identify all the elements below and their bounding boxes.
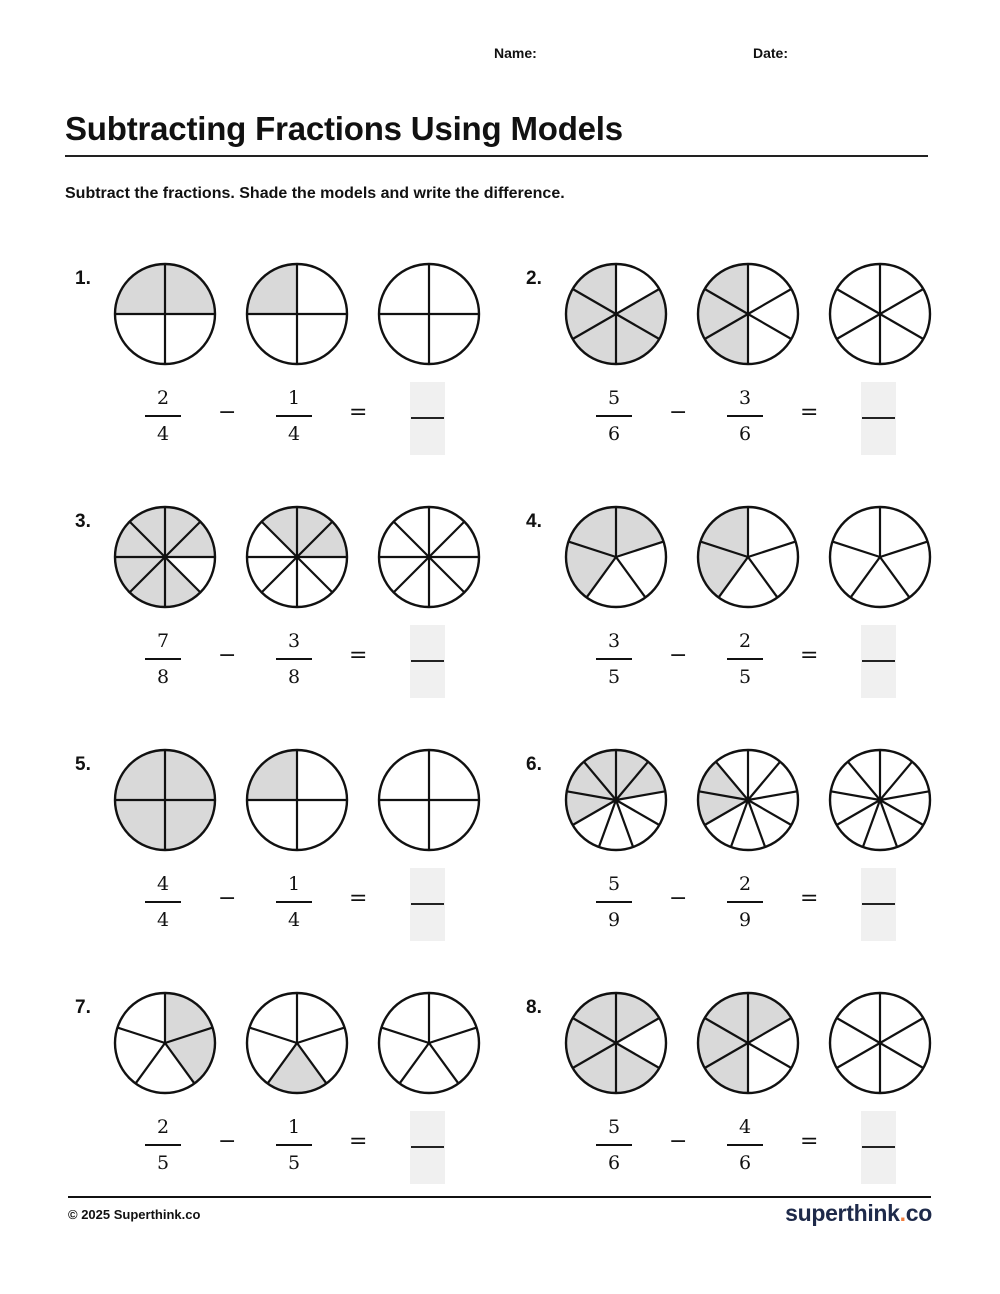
answer-fraction-bar	[862, 417, 895, 419]
answer-input[interactable]	[861, 382, 896, 455]
fraction-bar	[727, 658, 763, 660]
equals-sign: =	[349, 643, 368, 668]
problem-number: 5.	[75, 754, 91, 775]
equals-sign: =	[800, 1129, 819, 1154]
denominator: 9	[738, 909, 752, 931]
fraction-bar	[596, 901, 632, 903]
fraction-bar	[596, 658, 632, 660]
problem-7	[75, 991, 515, 1211]
answer-model[interactable]	[828, 505, 932, 609]
answer-model[interactable]	[377, 262, 481, 366]
minus-sign: −	[669, 400, 688, 425]
denominator: 4	[287, 423, 301, 445]
minuend-fraction	[145, 627, 181, 691]
fraction-bar	[276, 415, 312, 417]
subtrahend-model[interactable]	[245, 262, 349, 366]
subtrahend-fraction	[276, 627, 312, 691]
minuend-model[interactable]	[564, 262, 668, 366]
fraction-bar	[145, 658, 181, 660]
footer-divider	[68, 1196, 931, 1198]
answer-input[interactable]	[861, 1111, 896, 1184]
minus-sign: −	[669, 886, 688, 911]
answer-model[interactable]	[828, 262, 932, 366]
problem-3	[75, 505, 515, 725]
numerator: 1	[287, 873, 301, 895]
numerator: 2	[156, 1116, 170, 1138]
problem-number: 2.	[526, 268, 542, 289]
brand-dot: .	[899, 1200, 906, 1226]
numerator: 4	[156, 873, 170, 895]
denominator: 5	[287, 1152, 301, 1174]
equals-sign: =	[800, 886, 819, 911]
title-divider	[65, 155, 928, 157]
minuend-model[interactable]	[564, 505, 668, 609]
denominator: 4	[156, 423, 170, 445]
minuend-fraction	[596, 870, 632, 934]
problem-8	[526, 991, 966, 1211]
answer-fraction-bar	[411, 660, 444, 662]
equals-sign: =	[349, 1129, 368, 1154]
denominator: 6	[738, 1152, 752, 1174]
brand-tld: co	[905, 1200, 932, 1226]
equals-sign: =	[800, 400, 819, 425]
denominator: 5	[156, 1152, 170, 1174]
numerator: 2	[738, 630, 752, 652]
numerator: 4	[738, 1116, 752, 1138]
answer-input[interactable]	[861, 868, 896, 941]
fraction-bar	[276, 1144, 312, 1146]
name-label: Name:	[494, 45, 537, 61]
minuend-fraction	[596, 1113, 632, 1177]
subtrahend-fraction	[727, 1113, 763, 1177]
answer-fraction-bar	[411, 903, 444, 905]
brand-name: superthink	[785, 1200, 900, 1226]
problem-number: 8.	[526, 997, 542, 1018]
numerator: 1	[287, 387, 301, 409]
subtrahend-fraction	[276, 870, 312, 934]
minuend-model[interactable]	[113, 505, 217, 609]
answer-input[interactable]	[410, 382, 445, 455]
denominator: 6	[607, 423, 621, 445]
answer-model[interactable]	[828, 991, 932, 1095]
minuend-fraction	[596, 627, 632, 691]
numerator: 5	[607, 1116, 621, 1138]
minus-sign: −	[669, 1129, 688, 1154]
problem-5	[75, 748, 515, 968]
answer-model[interactable]	[377, 991, 481, 1095]
answer-input[interactable]	[410, 1111, 445, 1184]
denominator: 9	[607, 909, 621, 931]
numerator: 1	[287, 1116, 301, 1138]
copyright: © 2025 Superthink.co	[68, 1207, 201, 1222]
denominator: 4	[287, 909, 301, 931]
answer-input[interactable]	[861, 625, 896, 698]
denominator: 4	[156, 909, 170, 931]
minuend-fraction	[145, 1113, 181, 1177]
denominator: 8	[287, 666, 301, 688]
answer-fraction-bar	[862, 660, 895, 662]
problem-1	[75, 262, 515, 482]
page-title: Subtracting Fractions Using Models	[65, 110, 623, 147]
subtrahend-model[interactable]	[245, 991, 349, 1095]
answer-fraction-bar	[862, 1146, 895, 1148]
minus-sign: −	[218, 886, 237, 911]
answer-model[interactable]	[377, 748, 481, 852]
equals-sign: =	[349, 400, 368, 425]
subtrahend-model[interactable]	[696, 991, 800, 1095]
problem-number: 3.	[75, 511, 91, 532]
minus-sign: −	[669, 643, 688, 668]
numerator: 3	[287, 630, 301, 652]
numerator: 3	[738, 387, 752, 409]
minuend-model[interactable]	[564, 748, 668, 852]
minus-sign: −	[218, 643, 237, 668]
minuend-model[interactable]	[113, 748, 217, 852]
subtrahend-fraction	[727, 870, 763, 934]
subtrahend-model[interactable]	[696, 505, 800, 609]
subtrahend-model[interactable]	[245, 748, 349, 852]
answer-fraction-bar	[862, 903, 895, 905]
subtrahend-model[interactable]	[245, 505, 349, 609]
numerator: 7	[156, 630, 170, 652]
minuend-fraction	[145, 384, 181, 448]
subtrahend-fraction	[727, 627, 763, 691]
answer-input[interactable]	[410, 868, 445, 941]
minuend-fraction	[596, 384, 632, 448]
denominator: 5	[607, 666, 621, 688]
problem-4	[526, 505, 966, 725]
subtrahend-fraction	[276, 384, 312, 448]
problem-6	[526, 748, 966, 968]
answer-fraction-bar	[411, 1146, 444, 1148]
numerator: 2	[156, 387, 170, 409]
problem-2	[526, 262, 966, 482]
minuend-fraction	[145, 870, 181, 934]
subtrahend-fraction	[276, 1113, 312, 1177]
fraction-bar	[276, 901, 312, 903]
minuend-model[interactable]	[564, 991, 668, 1095]
minus-sign: −	[218, 1129, 237, 1154]
problem-number: 1.	[75, 268, 91, 289]
problem-number: 4.	[526, 511, 542, 532]
fraction-bar	[727, 1144, 763, 1146]
answer-model[interactable]	[377, 505, 481, 609]
minuend-model[interactable]	[113, 991, 217, 1095]
subtrahend-model[interactable]	[696, 748, 800, 852]
equals-sign: =	[800, 643, 819, 668]
fraction-bar	[145, 415, 181, 417]
fraction-bar	[596, 1144, 632, 1146]
problem-number: 7.	[75, 997, 91, 1018]
fraction-bar	[276, 658, 312, 660]
fraction-bar	[145, 1144, 181, 1146]
answer-fraction-bar	[411, 417, 444, 419]
minus-sign: −	[218, 400, 237, 425]
fraction-bar	[727, 901, 763, 903]
brand-logo	[785, 1200, 932, 1227]
fraction-bar	[727, 415, 763, 417]
subtrahend-model[interactable]	[696, 262, 800, 366]
denominator: 6	[607, 1152, 621, 1174]
answer-model[interactable]	[828, 748, 932, 852]
numerator: 5	[607, 873, 621, 895]
numerator: 3	[607, 630, 621, 652]
numerator: 5	[607, 387, 621, 409]
equals-sign: =	[349, 886, 368, 911]
fraction-bar	[145, 901, 181, 903]
date-label: Date:	[753, 45, 789, 61]
answer-input[interactable]	[410, 625, 445, 698]
minuend-model[interactable]	[113, 262, 217, 366]
denominator: 8	[156, 666, 170, 688]
denominator: 6	[738, 423, 752, 445]
denominator: 5	[738, 666, 752, 688]
problem-number: 6.	[526, 754, 542, 775]
instructions: Subtract the fractions. Shade the models and write the difference.	[65, 185, 565, 202]
fraction-bar	[596, 415, 632, 417]
subtrahend-fraction	[727, 384, 763, 448]
numerator: 2	[738, 873, 752, 895]
